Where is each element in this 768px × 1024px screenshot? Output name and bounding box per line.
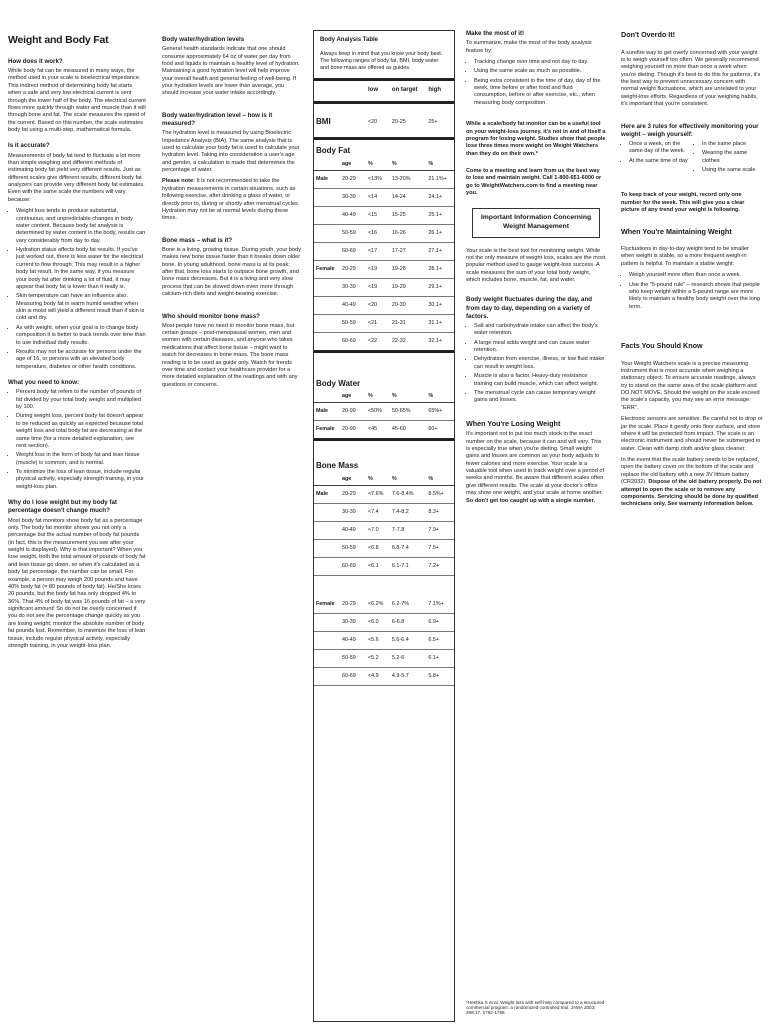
- heading-need-to-know: What you need to know:: [8, 379, 80, 387]
- table-cell: <6.8: [366, 540, 390, 558]
- table-cell: 17-27: [390, 242, 426, 260]
- gender-label: [314, 650, 340, 668]
- rules-list-b: [694, 141, 763, 177]
- table-cell: <7.4: [366, 504, 390, 522]
- bone-female-rows: [314, 596, 454, 686]
- table-cell: 50-59: [340, 540, 366, 558]
- table-cell: 7.6-8.4%: [390, 486, 426, 504]
- table-row: [314, 260, 454, 278]
- list-item: • Using the same scale as much as possible.: [474, 68, 606, 75]
- table-cell: <15: [366, 206, 390, 224]
- table-cell: 7.5+: [426, 540, 454, 558]
- table-cell: 20-99: [340, 421, 366, 440]
- table-cell: <7.0: [366, 522, 390, 540]
- list-item: • Once a week, on the same day of the week.: [629, 141, 690, 156]
- rules-list-a: [621, 141, 690, 177]
- table-row: [314, 296, 454, 314]
- table-cell: 20-29: [340, 260, 366, 278]
- heading-hydration-measure: Body water/hydration level – how is it measured?: [162, 111, 273, 127]
- table-cell: <7.6%: [366, 486, 390, 504]
- age-header: age: [340, 159, 366, 171]
- list-item: • Wearing the same clothes: [702, 150, 763, 165]
- accuracy-list: [8, 208, 146, 371]
- table-row: [314, 632, 454, 650]
- table-cell: 65%+: [426, 403, 454, 421]
- col-low: low: [366, 80, 390, 103]
- table-cell: 4.9-5.7: [390, 668, 426, 686]
- fluctuation-list: [466, 323, 606, 405]
- gender-label: [314, 632, 340, 650]
- table-cell: 28.1+: [426, 260, 454, 278]
- facts-3-text-bold: Dispose of the old battery properly. Do not attempt to open the scale or to remove any components. Servicing should be done by qualified technicians only. See warranty information below.: [621, 479, 762, 508]
- important-info-box: Important Information Concerning Weight Management: [472, 208, 600, 238]
- gender-label: [314, 314, 340, 332]
- paragraph-accurate: Measurements of body fat tend to fluctuate a lot more than simple weighing and different methods of estimating body fat yield very different results. Just as different scales give different results, different body fat analyzers can provide very different body fat estimates. Even with the same scale the numbers will vary because:: [8, 152, 145, 203]
- table-cell: <22: [366, 332, 390, 351]
- pct-header: %: [366, 474, 390, 486]
- list-item: • In the same place: [702, 141, 763, 148]
- table-row: [314, 650, 454, 668]
- bmi-label: BMI: [314, 103, 366, 139]
- paragraph-facts-2: Electronic sensors are sensitive. Be careful not to drop or jar the scale. Place it gently onto floor surface, and store where it will be protected from impact. The scale is an electronic instrument and should never be submerged in water. Clean with damp cloth and/or glass cleaner.: [621, 416, 763, 452]
- gender-label: Male: [314, 170, 340, 188]
- table-cell: <13%: [366, 170, 390, 188]
- table-cell: <4.9: [366, 668, 390, 686]
- table-row: [314, 332, 454, 351]
- table-cell: 6.1-7.1: [390, 558, 426, 576]
- list-item: • As with weight, when your goal is to change body composition it is better to track trends over time than to use individual daily results.: [16, 325, 146, 347]
- table-cell: 30-39: [340, 504, 366, 522]
- table-cell: <14: [366, 188, 390, 206]
- table-row: [314, 486, 454, 504]
- table-cell: 22-32: [390, 332, 426, 351]
- table-cell: 26.1+: [426, 224, 454, 242]
- paragraph-hydration-measure: The hydration level is measured by using Bioelectric Impedance Analysis (BIA). The same analysis that is used to calculate your body fat is used to calculate your hydration level. Taking into consideration a user's age and gender, a calculation is made that determines the percentage of water.: [162, 130, 300, 174]
- table-cell: 5.2-6: [390, 650, 426, 668]
- fat-male-rows: [314, 170, 454, 260]
- heading-maintaining: When You're Maintaining Weight: [621, 226, 732, 236]
- gender-label: Female: [314, 596, 340, 614]
- bone-mass-section: [314, 440, 454, 474]
- list-item: • Being extra consistent in the time of day, day of the week, time before or after food and fluid consumption, before or after exercise, etc., when measuring body composition.: [474, 78, 606, 108]
- table-cell: 29.1+: [426, 278, 454, 296]
- heading-why-percentage: Why do I lose weight but my body fat percentage doesn't change much?: [8, 499, 117, 515]
- body-water-subheader: [314, 391, 454, 403]
- heading-body-water: Body water/hydration levels: [162, 36, 245, 43]
- table-title: Body Analysis Table: [320, 37, 379, 43]
- table-cell: 30-39: [340, 278, 366, 296]
- gender-label: Male: [314, 486, 340, 504]
- table-cell: 21-31: [390, 314, 426, 332]
- table-cell: 6-6.8: [390, 614, 426, 632]
- table-cell: 7-7.8: [390, 522, 426, 540]
- table-cell: <5.2: [366, 650, 390, 668]
- gender-label: [314, 668, 340, 686]
- table-cell: 50-65%: [390, 403, 426, 421]
- table-row: [314, 314, 454, 332]
- gender-label: [314, 206, 340, 224]
- gender-label: [314, 504, 340, 522]
- table-cell: 20-29: [340, 596, 366, 614]
- list-item: • Weight loss in the form of body fat and lean tissue (muscle) is common, and is normal.: [16, 452, 146, 467]
- pct-header: %: [366, 159, 390, 171]
- paragraph-body-water: General health standards indicate that one should consume approximately 64 oz of water per day from food and liquids to maintain a healthy level of hydration. Maintaining a good hydration level will help improve your overall health and general feeling of well-being. If your hydration levels are lower than average, you should increase your water intake accordingly.: [162, 46, 300, 97]
- gender-label: [314, 224, 340, 242]
- heading-dont-overdo: Don't Overdo It!: [621, 30, 676, 39]
- table-cell: 40-49: [340, 206, 366, 224]
- table-cell: 5.6-6.4: [390, 632, 426, 650]
- gender-label: Male: [314, 403, 340, 421]
- gender-label: [314, 278, 340, 296]
- table-row: [314, 278, 454, 296]
- table-cell: <19: [366, 278, 390, 296]
- need-to-know-list: [8, 389, 146, 491]
- table-cell: 27.1+: [426, 242, 454, 260]
- pct-header: %: [426, 159, 454, 171]
- body-fat-title: Body Fat: [314, 139, 454, 159]
- facts-3-text: In the event that the scale battery needs to be replaced, open the battery cover on the bottom of the scale and replace the old battery with a new 3V lithium battery (CR2032).: [621, 457, 760, 486]
- table-cell: 50-59: [340, 314, 366, 332]
- list-item: • Percent body fat refers to the number of pounds of fat divided by your total body weight and multiplied by 100.: [16, 389, 146, 411]
- body-fat-subheader: [314, 159, 454, 171]
- gender-label: [314, 558, 340, 576]
- table-cell: <6.0: [366, 614, 390, 632]
- column-dont-overdo: [621, 28, 763, 513]
- column-weight-body-fat: [8, 28, 146, 654]
- gender-label: Female: [314, 421, 340, 440]
- col-on-target: on target: [390, 80, 426, 103]
- table-cell: <6.1: [366, 558, 390, 576]
- list-item: • Muscle is also a factor. Heavy-duty resistance training can build muscle, which can affect weight.: [474, 373, 606, 388]
- table-row: [314, 522, 454, 540]
- pct-header: %: [390, 474, 426, 486]
- rules-columns: [621, 141, 763, 181]
- table-cell: 8.5%+: [426, 486, 454, 504]
- list-item: • Skin temperature can have an influence also. Measuring body fat in warm humid weather when skin is moist will yield a different result than if skin is cold and dry.: [16, 293, 146, 323]
- table-row: [314, 224, 454, 242]
- list-item: • Weight loss tends to produce substantial, continuous, and unpredictable changes in body water content. Because body fat analysis is determined by water content in the body, results can vary considerably from day to day.: [16, 208, 146, 245]
- paragraph-facts-1: Your Weight Watchers scale is a precise measuring instrument that is most accurate when weighing a stationary object. To ensure accurate readings, always try to stand on the same area of the scale platform and DO NOT MOVE. Should the weight on the scale exceed the scale's capacity, you may see an error message: "ERR".: [621, 360, 760, 411]
- table-cell: 40-49: [340, 522, 366, 540]
- gender-label: [314, 332, 340, 351]
- table-cell: 25.1+: [426, 206, 454, 224]
- table-cell: 21.1%+: [426, 170, 454, 188]
- footnote: *Heshka S et al. Weight loss with self-help compared to a structured commercial program: a randomized controlled trial. JAMA 2003; 289:17, 1792-1798.: [466, 1000, 605, 1015]
- table-cell: 30-39: [340, 188, 366, 206]
- paragraph-bone-mass: Bone is a living, growing tissue. During youth, your body makes new bone tissue faster than it breaks down older bone. In young adulthood, bone mass is at its peak; after that, bone loss starts to outpace bone growth, and bone mass decreases. But it is a living and very slow process that can be slowed down even more through calcium-rich diets and weight-bearing exercise.: [162, 246, 301, 298]
- table-cell: 6.5+: [426, 632, 454, 650]
- age-header: age: [340, 391, 366, 403]
- make-most-list: [466, 59, 606, 107]
- list-item: • Weigh yourself more often than once a week.: [629, 272, 763, 279]
- list-item: • Hydration status affects body fat results. If you've just worked out, there is less water for the electrical current to flow through. This may result in a higher body fat result. In the same way, if you measure your body fat after drinking a lot of fluid, it may appear that body fat is lower than it really is.: [16, 247, 146, 291]
- table-row: [314, 668, 454, 686]
- table-cell: 13-20%: [390, 170, 426, 188]
- table-cell: <19: [366, 260, 390, 278]
- table-header-row: [314, 80, 454, 103]
- list-item: • A large meal adds weight and can cause water retention.: [474, 340, 606, 355]
- losing-text-bold: So don't get too caught up with a single number.: [466, 497, 596, 504]
- paragraph-make-most: To summarize, make the most of the body analysis feature by:: [466, 40, 592, 54]
- heading-bone-mass: Bone mass – what is it?: [162, 236, 233, 244]
- table-cell: <45: [366, 421, 390, 440]
- list-item: • The menstrual cycle can cause temporary weight gains and losses.: [474, 390, 606, 405]
- losing-text: It's important not to put too much stock in the exact number on the scale, because it can and will vary. This is especially true when you're dieting. Small weight gains and losses are common as your body adjusts to fewer calories and more exercise. Your scale is a valuable tool when used to track weight over a period of weeks and months. Be aware that different scales often give different results. The scale at your doctor's office may show one weight, and your scale at home another.: [466, 431, 605, 497]
- table-cell: 60-69: [340, 242, 366, 260]
- table-cell: 7.4-8.2: [390, 504, 426, 522]
- table-row: [314, 421, 454, 440]
- gender-label: [314, 540, 340, 558]
- table-cell: 40-49: [340, 632, 366, 650]
- list-item: • Results may not be accurate for persons under the age of 16, or persons with an elevated body temperature, diabetes or other health conditions.: [16, 349, 146, 371]
- table-cell: <6.2%: [366, 596, 390, 614]
- table-cell: 20-29: [340, 170, 366, 188]
- table-cell: 20-30: [390, 296, 426, 314]
- note-label: Please note:: [162, 178, 195, 185]
- bmi-row: [314, 103, 454, 139]
- heading-fluctuates: Body weight fluctuates during the day, and from day to day, depending on a variety of factors.: [466, 296, 593, 320]
- maintain-list: [621, 272, 763, 311]
- table-cell: <17: [366, 242, 390, 260]
- paragraph-monitor-bone: Most people have no need to monitor bone mass, but certain groups – post-menopausal women, men and women with certain diseases, and anyone who takes medications that affect bone tissue – might want to watch for decreases in bone mass. The bone mass reading is to be used as guide only. Watch for trends over time and contact your healthcare provider for a more detailed explanation of the readings and with any questions or concerns.: [162, 322, 298, 388]
- body-fat-section: [314, 139, 454, 159]
- list-item: • To minimize the loss of lean tissue, include regular physical activity, especially strength training, in your weight-loss plan.: [16, 469, 146, 491]
- table-cell: 6.2-7%: [390, 596, 426, 614]
- table-cell: 19-29: [390, 278, 426, 296]
- table-cell: 20-29: [340, 486, 366, 504]
- pct-header: %: [366, 391, 390, 403]
- paragraph-track-weight: To keep track of your weight, record only one number for the week. This will give you a clear picture of any trend your weight is following.: [621, 192, 745, 214]
- spacer-row: [314, 576, 454, 596]
- list-item: • Dehydration from exercise, illness, or low fluid intake can result in weight loss.: [474, 356, 606, 371]
- pct-header: %: [426, 391, 454, 403]
- paragraph-facts-3: [621, 457, 763, 509]
- bone-mass-subheader: [314, 474, 454, 486]
- table-row: [314, 206, 454, 224]
- fat-female-rows: [314, 260, 454, 351]
- list-item: • Use the "5-pound rule" – research shows that people who keep weight within a 5-pound range are more likely to maintain a healthy body weight over the long term.: [629, 282, 763, 312]
- table-cell: 7.1%+: [426, 596, 454, 614]
- col-high: high: [426, 80, 454, 103]
- table-cell: 32.1+: [426, 332, 454, 351]
- table-cell: 6.8-7.4: [390, 540, 426, 558]
- table-cell: 16-26: [390, 224, 426, 242]
- table-cell: 60-69: [340, 558, 366, 576]
- paragraph-please-note: [162, 178, 302, 222]
- gender-label: [314, 188, 340, 206]
- table-cell: 45-60: [390, 421, 426, 440]
- section-title-weight-body-fat: Weight and Body Fat: [8, 34, 109, 46]
- heading-facts: Facts You Should Know: [621, 341, 703, 350]
- table-row: [314, 403, 454, 421]
- column-body-water-bone: [162, 28, 302, 393]
- table-row: [314, 170, 454, 188]
- table-cell: 50-59: [340, 224, 366, 242]
- table-cell: 15-25: [390, 206, 426, 224]
- bone-male-rows: [314, 486, 454, 576]
- table-cell: 14-24: [390, 188, 426, 206]
- table-cell: 50-59: [340, 650, 366, 668]
- paragraph-program-note: While a scale/body fat monitor can be a useful tool on your weight-loss journey, it's not in and of itself a program for losing weight. Studies show that people lose three times more weight on Weight Watchers than they do on their own.*: [466, 121, 606, 157]
- paragraph-scale-tool: Your scale is the best tool for monitoring weight. While not the only measure of weight loss, scales are the most popular method used to gauge weight-loss success. A scale measures the sum of your total body weight, which includes bone, muscle, fat, and water.: [466, 247, 606, 283]
- heading-monitor-bone: Who should monitor bone mass?: [162, 312, 260, 320]
- table-row: [314, 504, 454, 522]
- table-row: [314, 540, 454, 558]
- list-item: • Using the same scale: [702, 167, 763, 174]
- body-analysis-table-panel: [313, 30, 455, 1022]
- column-weight-management: [466, 28, 606, 509]
- paragraph-why-percentage: Most body fat monitors show body fat as a percentage only. The body fat monitor shows you not only a percentage but the actual number of body fat pounds (in fact, this is the measurement you see after your weight is displayed). Why is that important? When you lose weight, both the total amount of pounds of body fat and lean tissue go down, so when it's calculated as a body fat percentage, the number can be small. For example, a person may weigh 200 pounds and have 40% body fat (= 80 pounds of body fat). He/She loses 20 pounds, but the body fat has only dropped 4% to 36%. That 4% of body fat was 16 pounds of fat – a very significant amount! So do not be overly concerned if you do not see the percentage change quickly as you are losing weight; monitor the absolute number of body fat pounds lost. Remember, to minimize the loss of lean tissue, include regular physical activity, especially strength training, in your weight-loss plan.: [8, 517, 146, 649]
- table-cell: 60-69: [340, 668, 366, 686]
- list-item: • During weight loss, percent body fat doesn't appear to be reduced as quickly as expected because total weight loss and total body fat are decreasing at the same time (for a more detailed explanation, see next section).: [16, 413, 146, 450]
- table-cell: 25+: [426, 103, 454, 139]
- table-cell: 40-49: [340, 296, 366, 314]
- table-cell: 31.1+: [426, 314, 454, 332]
- table-row: [314, 614, 454, 632]
- gender-label: [314, 614, 340, 632]
- table-row: [314, 558, 454, 576]
- pct-header: %: [390, 159, 426, 171]
- list-item: • Tracking change over time and not day to day.: [474, 59, 606, 66]
- table-cell: <20: [366, 296, 390, 314]
- paragraph-losing-weight: [466, 431, 606, 505]
- table-cell: 60-69: [340, 332, 366, 351]
- heading-accurate: Is it accurate?: [8, 142, 50, 150]
- gender-label: [314, 522, 340, 540]
- table-cell: 6.1+: [426, 650, 454, 668]
- bone-mass-title: Bone Mass: [314, 440, 454, 474]
- age-header: age: [340, 474, 366, 486]
- table-cell: 5.8+: [426, 668, 454, 686]
- table-cell: <50%: [366, 403, 390, 421]
- table-cell: 60+: [426, 421, 454, 440]
- list-item: • At the same time of day: [629, 158, 690, 165]
- table-cell: 24.1+: [426, 188, 454, 206]
- gender-label: [314, 242, 340, 260]
- table-cell: <16: [366, 224, 390, 242]
- gender-label: [314, 296, 340, 314]
- paragraph-meeting-call: Come to a meeting and learn from us the best way to lose and maintain weight. Call 1-800-651-6000 or go to WeightWatchers.com to find a meeting near you.: [466, 168, 602, 197]
- table-row: [314, 188, 454, 206]
- table-cell: <20: [366, 103, 390, 139]
- table-cell: 7.9+: [426, 522, 454, 540]
- paragraph-dont-overdo: A surefire way to get overly concerned with your weight is to weigh yourself too often. We generally recommend weighing yourself no more than once a week when you're dieting. Though it's best to do this for patterns, it's the best way to prevent unnecessary concern with normal weight fluctuations, which are unrelated to your weight-loss efforts. Regardless of your weighing habits, it's important that you're consistent.: [621, 49, 761, 108]
- table-cell: <21: [366, 314, 390, 332]
- table-intro: Always keep in mind that you know your body best. The following ranges of body fat, BMI, body water and bone mass are offered as guides.: [320, 50, 443, 72]
- table-cell: <5.6: [366, 632, 390, 650]
- table-cell: 8.3+: [426, 504, 454, 522]
- pct-header: %: [390, 391, 426, 403]
- table-cell: 30-39: [340, 614, 366, 632]
- paragraph-how-it-works: While body fat can be measured in many ways, the method used in your scale is bioelectrical impedance. This indirect method of determining body fat starts when a safe and very low electrical current is sent through the lower half of the body. The electrical current flows more quickly through water and muscle than it will through bone and fat. The scale measures the speed of the current. Based on this number, the scale estimates body fat using a multi-step, mathematical formula.: [8, 68, 146, 134]
- heading-three-rules: Here are 3 rules for effectively monitoring your weight – weigh yourself:: [621, 122, 759, 138]
- table-cell: 6.9+: [426, 614, 454, 632]
- paragraph-maintaining: Fluctuations in day-to-day weight tend to be smaller when weight is stable, so a more frequent weigh-in pattern is helpful. To maintain a stable weight:: [621, 246, 749, 267]
- table-row: [314, 596, 454, 614]
- body-water-title: Body Water: [314, 351, 454, 391]
- heading-how-it-works: How does it work?: [8, 57, 63, 65]
- gender-label: Female: [314, 260, 340, 278]
- pct-header: %: [426, 474, 454, 486]
- table-cell: 20-99: [340, 403, 366, 421]
- table-cell: 19-28: [390, 260, 426, 278]
- table-row: [314, 242, 454, 260]
- body-water-section: [314, 351, 454, 391]
- body-analysis-table: [314, 78, 454, 686]
- table-cell: 7.2+: [426, 558, 454, 576]
- heading-losing-weight: When You're Losing Weight: [466, 418, 561, 428]
- heading-make-most: Make the most of it!: [466, 30, 525, 37]
- note-text: It is not recommended to take the hydration measurements in certain situations, such as following exercise, after drinking a glass of water, or directly prior to, during or shortly after menstrual cycles. Hydration may not be at normal levels during these times.: [162, 178, 300, 222]
- list-item: • Salt and carbohydrate intake can affect the body's water retention.: [474, 323, 606, 338]
- table-cell: 30.1+: [426, 296, 454, 314]
- table-cell: 20-25: [390, 103, 426, 139]
